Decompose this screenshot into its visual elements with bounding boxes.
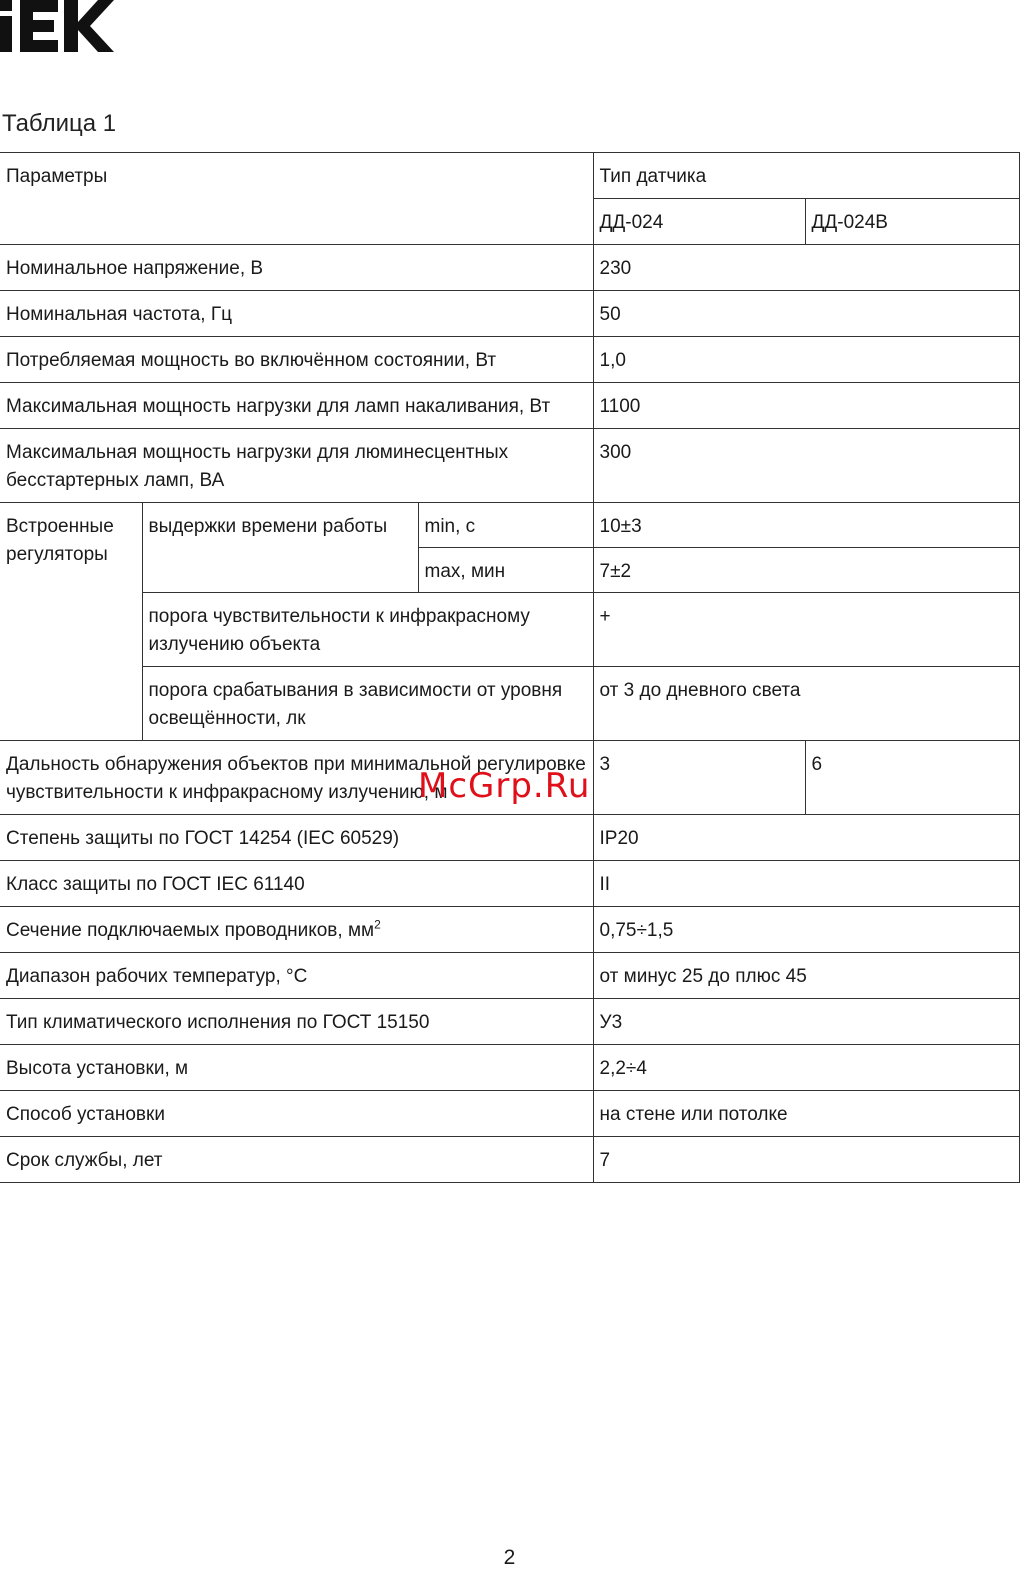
row-label: Номинальная частота, Гц [0,291,593,337]
row-value: 7 [593,1137,1019,1183]
light-threshold-label: порога срабатывания в зависимости от уровня освещённости, лк [142,667,593,741]
header-model-1: ДД-024 [593,199,805,245]
wire-section-sup: 2 [374,917,381,932]
row-value: 3 [593,741,805,815]
row-value: на стене или потолке [593,1091,1019,1137]
table-row [0,503,1019,548]
row-label: Потребляемая мощность во включённом состоянии, Вт [0,337,593,383]
ir-threshold-value: + [593,593,1019,667]
table-row [0,1091,1019,1137]
row-label: Тип климатического исполнения по ГОСТ 15150 [0,999,593,1045]
spec-table [0,152,1020,1183]
row-label: Номинальное напряжение, В [0,245,593,291]
watermark: McGrp.Ru [418,766,591,806]
row-label: Срок службы, лет [0,1137,593,1183]
delay-max-label: max, мин [418,548,593,593]
row-label: Степень защиты по ГОСТ 14254 (IEC 60529) [0,815,593,861]
table-caption: Таблица 1 [2,110,117,137]
table-row [0,383,1019,429]
iek-logo [0,0,114,52]
delay-max-value: 7±2 [593,548,1019,593]
delay-min-value: 10±3 [593,503,1019,548]
row-label: Способ установки [0,1091,593,1137]
table-row [0,429,1019,503]
row-value: 230 [593,245,1019,291]
table-row [0,1045,1019,1091]
table-row [0,245,1019,291]
header-params: Параметры [0,153,593,245]
table-row [0,337,1019,383]
row-value: 1,0 [593,337,1019,383]
light-threshold-value: от 3 до дневного света [593,667,1019,741]
delay-label: выдержки времени работы [142,503,418,593]
row-value: 6 [805,741,1019,815]
table-row [0,815,1019,861]
delay-min-label: min, с [418,503,593,548]
row-value: 50 [593,291,1019,337]
table-header-row [0,153,1019,199]
row-value: 1100 [593,383,1019,429]
row-value: II [593,861,1019,907]
table-row [0,291,1019,337]
table-row [0,593,1019,667]
row-label: Высота установки, м [0,1045,593,1091]
header-sensor-type: Тип датчика [593,153,1019,199]
row-value: 2,2÷4 [593,1045,1019,1091]
page-number: 2 [503,1546,516,1569]
wire-section-label: Сечение подключаемых проводников, мм [6,920,375,941]
table-row [0,907,1019,953]
table-row [0,1137,1019,1183]
row-label: Максимальная мощность нагрузки для люминесцентных бесстартерных ламп, ВА [0,429,593,503]
row-value: У3 [593,999,1019,1045]
row-value: 0,75÷1,5 [593,907,1019,953]
regulators-label: Встроенные регуляторы [0,503,142,741]
row-label [0,907,593,953]
ir-threshold-label: порога чувствительности к инфракрасному излучению объекта [142,593,593,667]
row-label: Дальность обнаружения объектов при минимальной регулировке чувствительности к инфракрасному излучению, м [0,741,593,815]
header-model-2: ДД-024В [805,199,1019,245]
table-row [0,667,1019,741]
row-label: Максимальная мощность нагрузки для ламп накаливания, Вт [0,383,593,429]
table-row [0,953,1019,999]
table-row [0,999,1019,1045]
row-label: Класс защиты по ГОСТ IEC 61140 [0,861,593,907]
row-value: IP20 [593,815,1019,861]
table-row [0,861,1019,907]
row-value: от минус 25 до плюс 45 [593,953,1019,999]
row-value: 300 [593,429,1019,503]
row-label: Диапазон рабочих температур, °С [0,953,593,999]
